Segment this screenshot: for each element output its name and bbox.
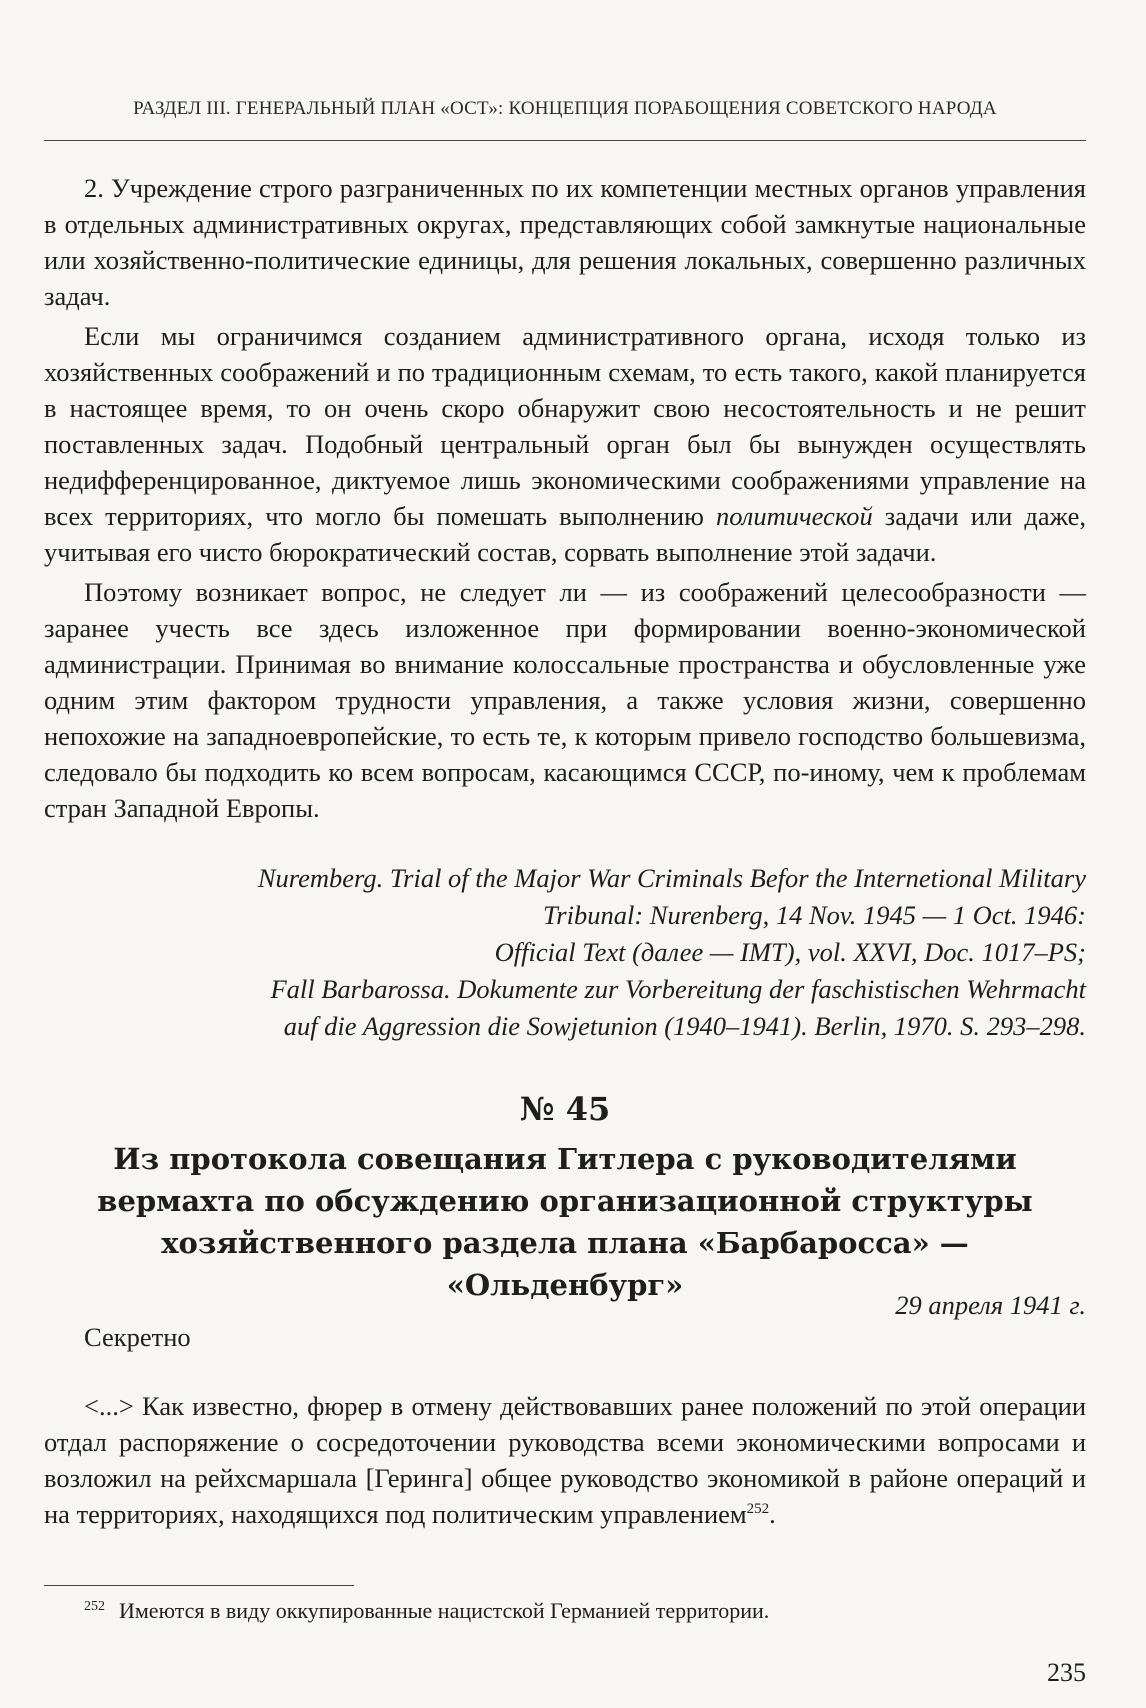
footnote-reference[interactable]: 252 (746, 1501, 770, 1517)
source-line: Fall Barbarossa. Dokumente zur Vorbereitung der faschistischen Wehrmacht (270, 974, 1086, 1004)
document-date: 29 апреля 1941 г. (895, 1290, 1086, 1320)
title-line: вермахта по обсуждению организационной структуры (97, 1184, 1033, 1218)
document-title (44, 1138, 1086, 1306)
footnote-text: Имеются в виду оккупированные нацистской Германией территории. (119, 1598, 770, 1623)
header-rule (44, 140, 1086, 141)
document-text (44, 1388, 1086, 1532)
source-line: Nuremberg. Trial of the Major War Criminals Befor the Internetional Military (257, 863, 1086, 893)
page-number: 235 (1047, 1658, 1086, 1687)
body-text (44, 170, 1086, 830)
running-head: РАЗДЕЛ III. ГЕНЕРАЛЬНЫЙ ПЛАН «ОСТ»: КОНЦЕПЦИЯ ПОРАБОЩЕНИЯ СОВЕТСКОГО НАРОДА (133, 98, 997, 119)
source-line: Official Text (далее — IMT), vol. XXVI, Doc. 1017–PS; (494, 937, 1086, 967)
title-line: Из протокола совещания Гитлера с руководителями (113, 1142, 1017, 1176)
sentence-end: . (769, 1499, 776, 1529)
document-paragraph-text: <...> Как известно, фюрер в отмену действовавших ранее положений по этой операции отдал распоряжение о сосредоточении руководства всеми экономическими вопросами и возложил на рейхсмаршала [Геринга] общее руководство экономикой в районе операций и на территориях, находящихся под политическим управлением (44, 1391, 1086, 1529)
paragraph-2-end: задачи или даже, учитывая его чисто бюрократический состав, сорвать выполнение этой задачи. (44, 501, 1086, 567)
paragraph-3: Поэтому возникает вопрос, не следует ли — из соображений целесообразности — заранее учесть все здесь изложенное при формировании военно-экономической администрации. Принимая во внимание колоссальные пространства и обусловленные уже одним этим фактором трудности управления, а также условия жизни, совершенно непохожие на западноевропейские, то есть те, к которым привело господство большевизма, следовало бы подходить ко всем вопросам, касающимся СССР, по-иному, чем к проблемам стран Западной Европы. (44, 577, 1086, 823)
classification-label: Секретно (84, 1322, 191, 1352)
footnote-rule (44, 1585, 354, 1586)
source-line: Tribunal: Nurenberg, 14 Nov. 1945 — 1 Oct. 1946: (543, 900, 1086, 930)
paragraph-2-start: Если мы ограничимся созданием административного органа, исходя только из хозяйственных соображений и по традиционным схемам, то есть такого, какой планируется в настоящее время, то он очень скоро обнаружит свою несостоятельность и не решит поставленных задач. Подобный центральный орган был бы вынужден осуществлять недифференцированное, диктуемое лишь экономическими соображениями управление на всех территориях, что могло бы помешать выполнению (44, 321, 1086, 531)
document-number: № 45 (519, 1090, 611, 1128)
document-paragraph (44, 1388, 1086, 1532)
source-citation (90, 860, 1086, 1045)
source-line: auf die Aggression die Sowjetunion (1940–1941). Berlin, 1970. S. 293–298. (283, 1011, 1086, 1041)
paragraph-2 (44, 318, 1086, 570)
footnote (84, 1598, 769, 1624)
title-line: хозяйственного раздела плана «Барбаросса» — «Ольденбург» (161, 1226, 969, 1302)
footnote-number: 252 (84, 1599, 105, 1614)
paragraph-1: 2. Учреждение строго разграниченных по их компетенции местных органов управления в отдельных административных округах, представляющих собой замкнутые национальные или хозяйственно-политические единицы, для решения локальных, совершенно различных задач. (44, 173, 1086, 311)
emphasis-word: политической (715, 501, 873, 531)
